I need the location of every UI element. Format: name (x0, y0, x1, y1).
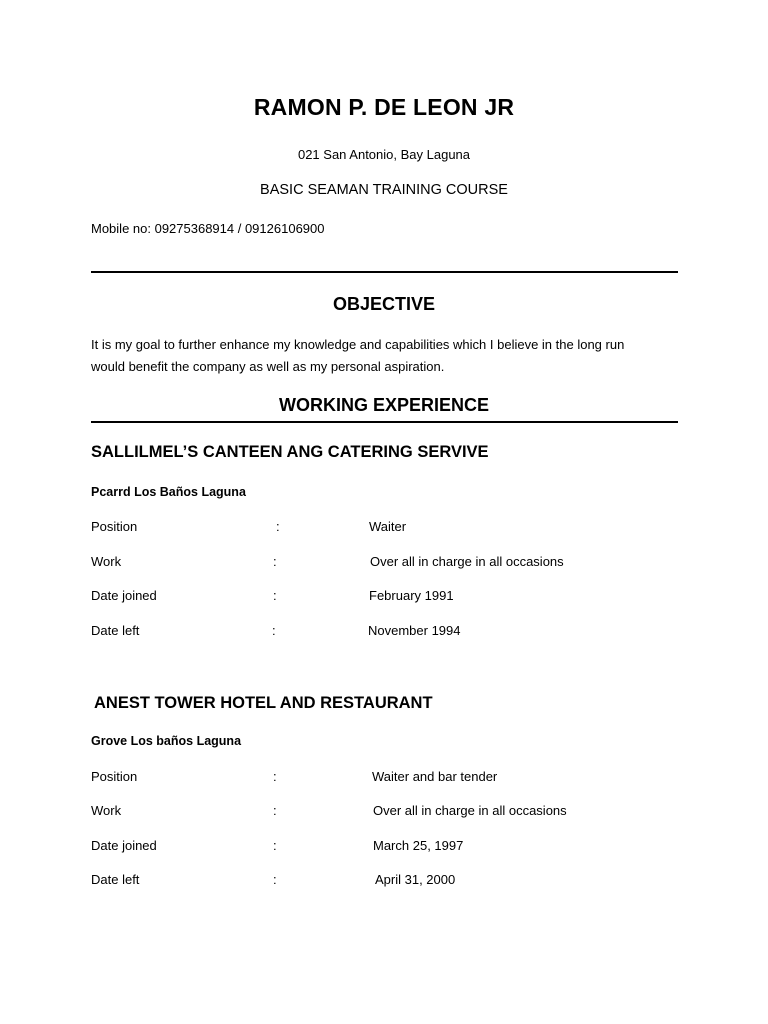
job-2-position-colon: : (273, 769, 277, 784)
working-experience-heading: WORKING EXPERIENCE (278, 395, 490, 415)
objective-heading: OBJECTIVE (332, 294, 436, 314)
job-1-company: SALLILMEL’S CANTEEN ANG CATERING SERVIVE (91, 443, 489, 461)
job-1-position-label: Position (91, 519, 138, 534)
job-1-position-value: Waiter (369, 519, 407, 534)
job-1-work-value: Over all in charge in all occasions (370, 554, 564, 569)
job-2-work-label: Work (91, 803, 122, 818)
job-2-work-value: Over all in charge in all occasions (373, 803, 567, 818)
job-1-date-joined-label: Date joined (91, 588, 157, 603)
applicant-name: RAMON P. DE LEON JR (253, 94, 515, 120)
job-2-date-joined-colon: : (273, 838, 277, 853)
objective-text (91, 334, 681, 378)
objective-line-2: would benefit the company as well as my personal aspiration. (91, 359, 445, 374)
job-2-date-joined-label: Date joined (91, 838, 157, 853)
objective-line-1: It is my goal to further enhance my knowledge and capabilities which I believe in the long run (91, 337, 625, 352)
job-1-date-joined-value: February 1991 (369, 588, 454, 603)
applicant-course: BASIC SEAMAN TRAINING COURSE (260, 182, 508, 198)
job-1-date-joined-colon: : (273, 588, 277, 603)
job-1-date-left-label: Date left (91, 623, 140, 638)
job-1-position-colon: : (276, 519, 280, 534)
job-1-work-label: Work (91, 554, 122, 569)
job-1-work-colon: : (273, 554, 277, 569)
job-2-position-label: Position (91, 769, 138, 784)
job-2-date-joined-value: March 25, 1997 (373, 838, 464, 853)
header-divider (91, 271, 678, 273)
job-2-position-value: Waiter and bar tender (372, 769, 498, 784)
experience-divider (91, 421, 678, 423)
mobile-number: Mobile no: 09275368914 / 09126106900 (91, 221, 325, 236)
job-2-location: Grove Los baños Laguna (91, 734, 242, 748)
job-2-work-colon: : (273, 803, 277, 818)
job-2-date-left-label: Date left (91, 872, 140, 887)
job-1-date-left-colon: : (272, 623, 276, 638)
job-2-date-left-value: April 31, 2000 (375, 872, 456, 887)
job-2-date-left-colon: : (273, 872, 277, 887)
job-1-date-left-value: November 1994 (368, 623, 461, 638)
job-1-location: Pcarrd Los Baños Laguna (91, 485, 246, 499)
applicant-address: 021 San Antonio, Bay Laguna (297, 147, 471, 162)
job-2-company: ANEST TOWER HOTEL AND RESTAURANT (94, 694, 433, 712)
